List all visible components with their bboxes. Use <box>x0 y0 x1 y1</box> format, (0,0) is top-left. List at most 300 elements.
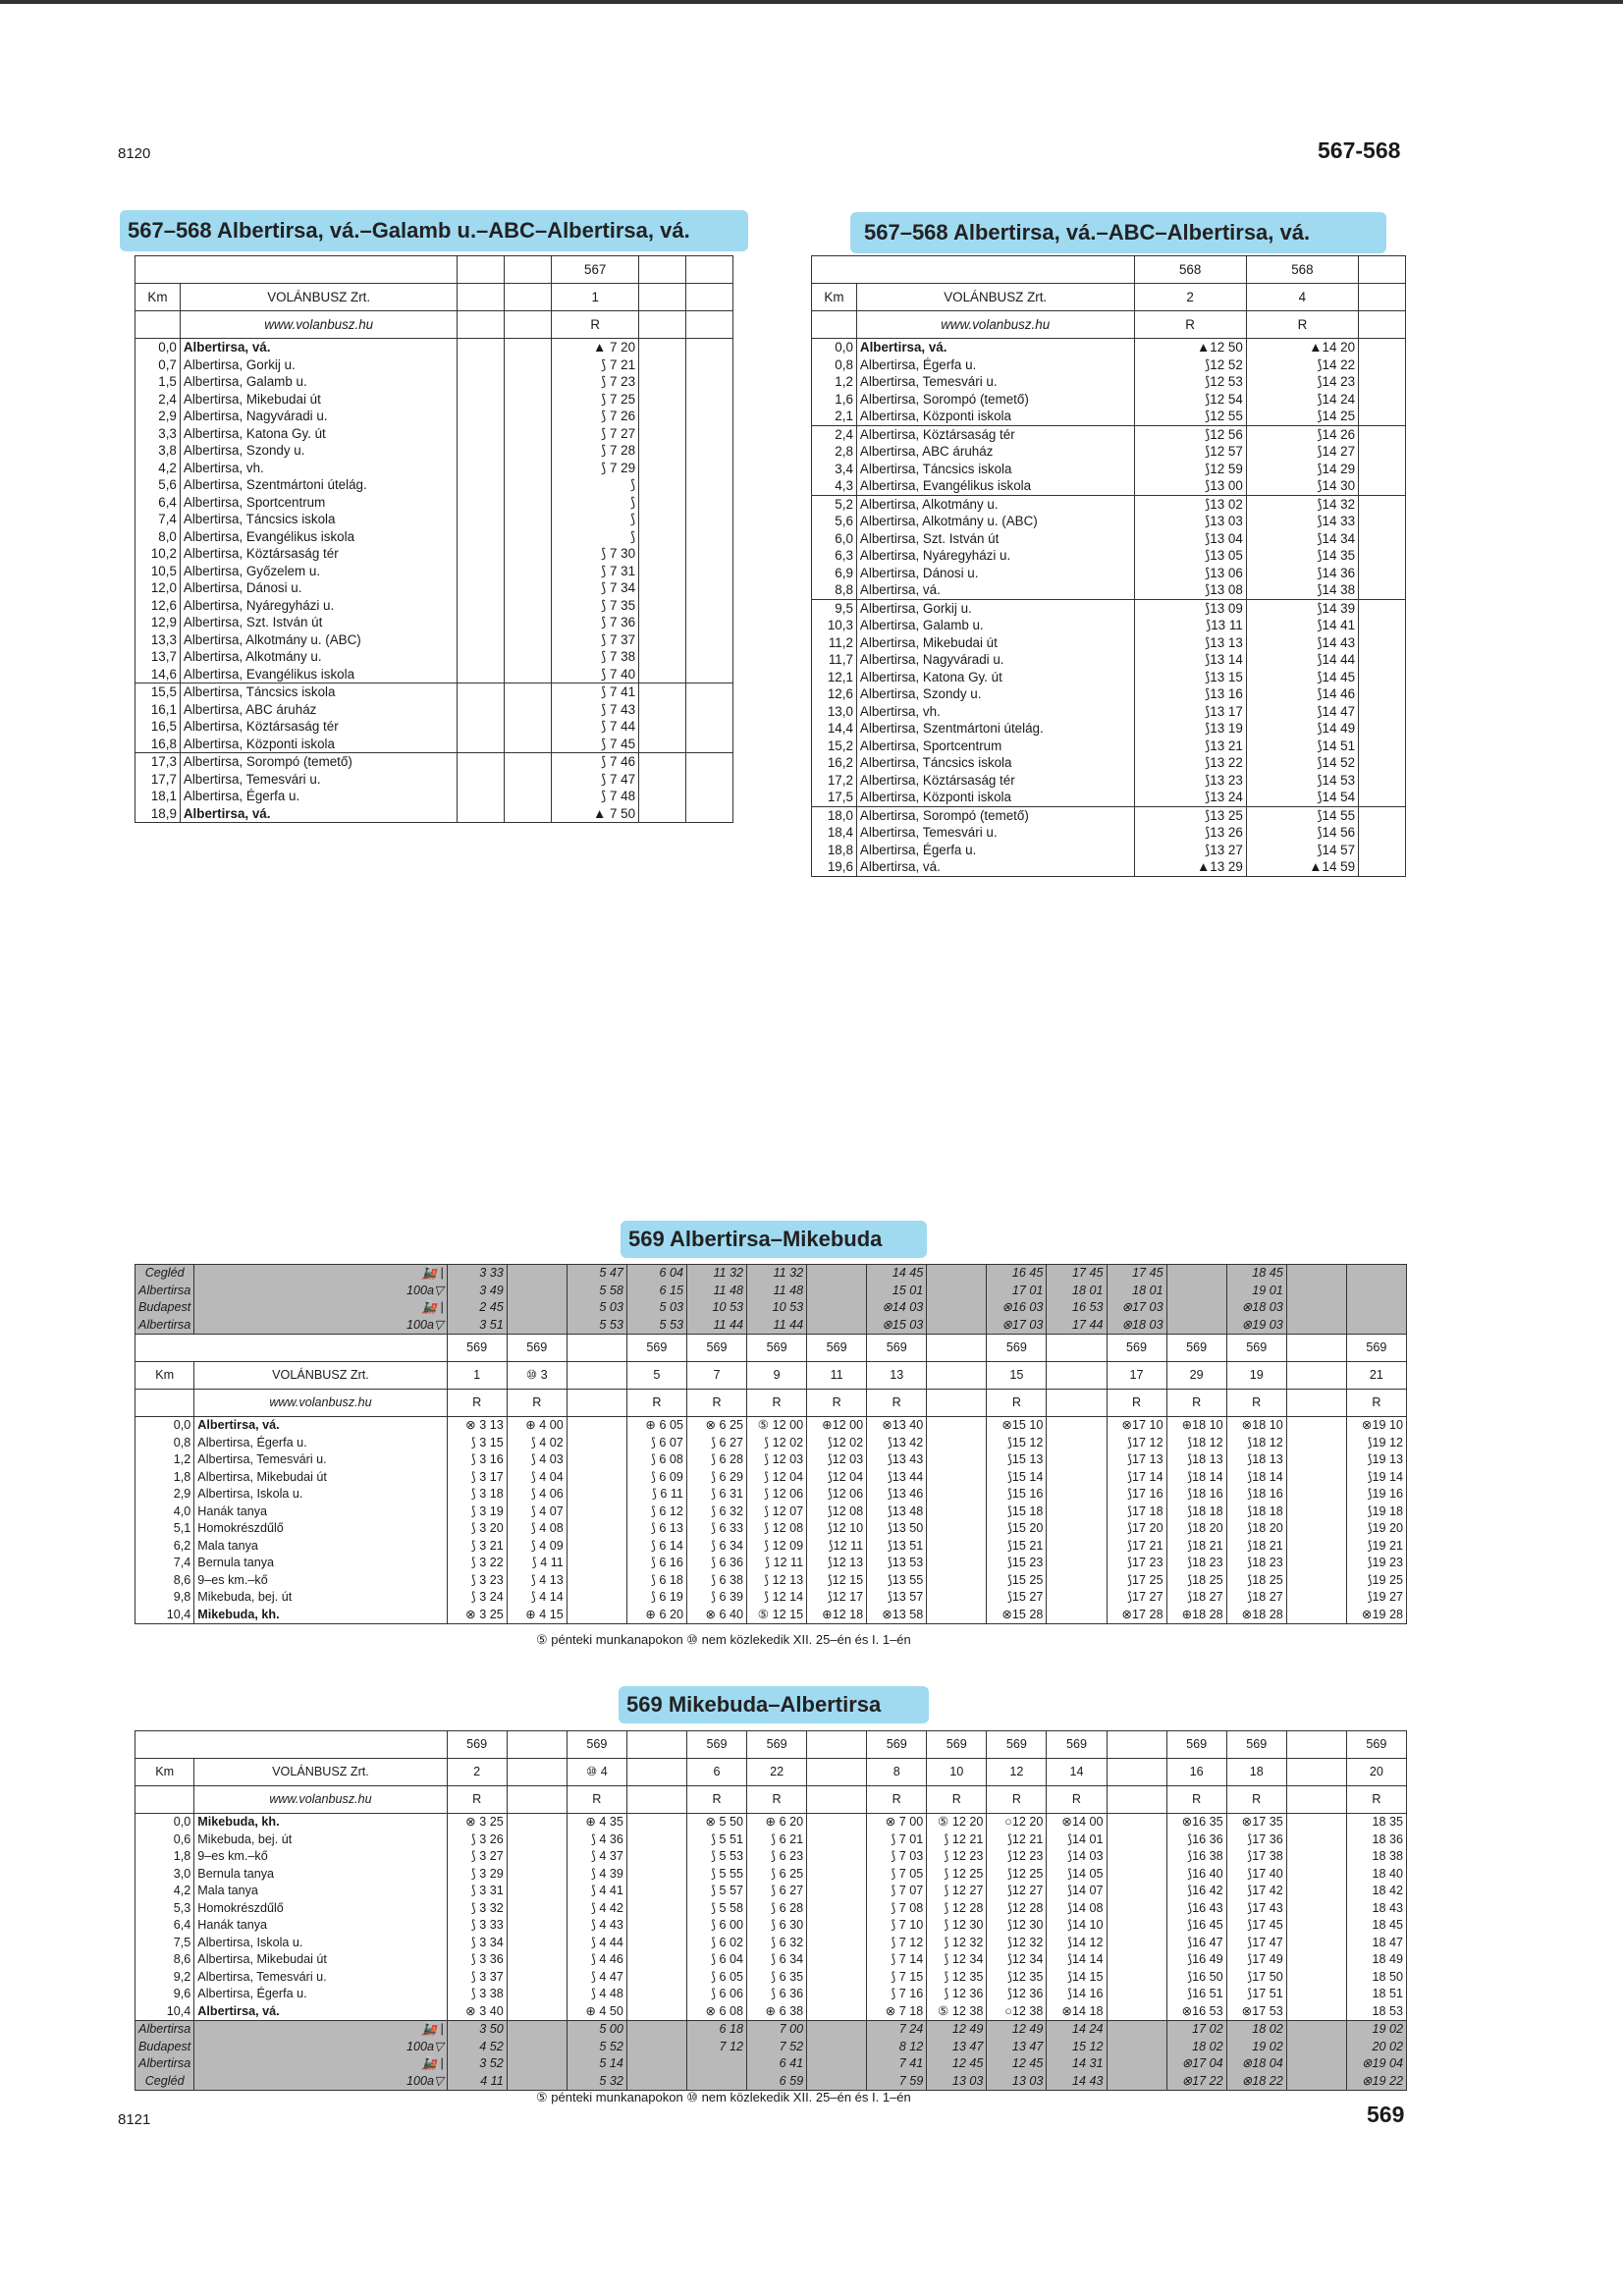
empty-cell <box>639 356 686 374</box>
empty-cell <box>505 771 552 789</box>
time-cell: ⊗15 10 <box>987 1417 1047 1435</box>
km-cell: 16,8 <box>135 736 181 753</box>
time-cell: ⟆ 6 19 <box>626 1589 686 1607</box>
time-cell: ⟆ 7 37 <box>552 631 639 649</box>
time-cell: ⟆13 42 <box>867 1435 927 1452</box>
time-cell: ⟆ 7 36 <box>552 614 639 631</box>
time-cell <box>807 1900 867 1918</box>
time-cell: ⟆19 27 <box>1346 1589 1406 1607</box>
time-cell: ⟆15 18 <box>987 1503 1047 1521</box>
time-cell: ⊗ 7 18 <box>867 2003 927 2021</box>
time-cell: ⟆14 36 <box>1246 565 1358 582</box>
table-row <box>812 806 1406 824</box>
connection-time <box>927 1317 987 1335</box>
time-cell: ⟆ 7 40 <box>552 666 639 683</box>
empty-cell <box>505 545 552 563</box>
km-cell: 3,3 <box>135 425 181 443</box>
km-cell: 1,8 <box>135 1469 194 1487</box>
stop-name: Albertirsa, Gorkij u. <box>180 356 458 374</box>
stop-name: Albertirsa, Táncsics iskola <box>180 511 458 528</box>
service-class: R <box>987 1786 1047 1814</box>
time-cell: ⟆17 13 <box>1107 1451 1166 1469</box>
connection-time: ⊗15 03 <box>867 1317 927 1335</box>
empty-cell <box>686 476 733 494</box>
time-cell: ⟆ 3 26 <box>447 1831 507 1849</box>
connection-time <box>807 1299 867 1317</box>
empty-cell <box>686 718 733 736</box>
time-cell: ▲12 50 <box>1134 339 1246 356</box>
table-row <box>135 391 733 409</box>
time-cell: ⊗17 53 <box>1226 2003 1286 2021</box>
connection-time: ⊗18 03 <box>1107 1317 1166 1335</box>
km-cell: 3,0 <box>135 1866 194 1884</box>
connection-time: 6 15 <box>626 1283 686 1300</box>
km-cell: 12,9 <box>135 614 181 631</box>
km-cell: 5,2 <box>812 495 857 513</box>
connection-time: 15 12 <box>1047 2039 1107 2056</box>
connection-time: 19 02 <box>1346 2021 1406 2039</box>
stop-name: Hanák tanya <box>194 1503 447 1521</box>
connection-time: 20 02 <box>1346 2039 1406 2056</box>
km-cell: 13,7 <box>135 648 181 666</box>
time-cell <box>1107 1883 1166 1900</box>
time-cell <box>507 1831 567 1849</box>
time-cell: ⟆ 12 36 <box>927 1986 987 2003</box>
connection-mark: 🚂 | <box>194 2055 447 2073</box>
time-cell: ⟆ 4 39 <box>567 1866 626 1884</box>
connection-time: 3 33 <box>447 1265 507 1283</box>
time-cell <box>1107 1951 1166 1969</box>
time-cell <box>807 1969 867 1987</box>
time-cell <box>927 1503 987 1521</box>
time-cell: ⟆13 13 <box>1134 634 1246 652</box>
time-cell: ⟆12 57 <box>1134 443 1246 461</box>
line-number <box>1286 1335 1346 1362</box>
connection-time <box>807 1265 867 1283</box>
time-cell: ⟆ 12 06 <box>747 1486 807 1503</box>
time-cell: ▲14 20 <box>1246 339 1358 356</box>
table-row <box>135 666 733 683</box>
title-569-out: 569 Albertirsa–Mikebuda <box>628 1227 883 1251</box>
table-row <box>135 408 733 425</box>
trip-number: 2 <box>447 1759 507 1786</box>
empty-cell <box>1359 720 1406 738</box>
stop-name: Albertirsa, Sorompó (temető) <box>856 806 1134 824</box>
time-cell: ⊕12 18 <box>807 1607 867 1624</box>
time-cell: ⟆12 36 <box>987 1986 1047 2003</box>
time-cell: ⟆12 08 <box>807 1503 867 1521</box>
time-cell: ⟆13 14 <box>1134 651 1246 669</box>
service-class: R <box>626 1390 686 1417</box>
table-row <box>135 1520 1407 1538</box>
time-cell: ⟆18 23 <box>1166 1555 1226 1572</box>
time-cell: ⟆12 28 <box>987 1900 1047 1918</box>
stop-name: Albertirsa, Köztársaság tér <box>180 545 458 563</box>
connection-row <box>135 1265 1407 1283</box>
km-cell: 2,1 <box>812 408 857 425</box>
table-row <box>135 1469 1407 1487</box>
time-cell: ⊗ 6 40 <box>686 1607 746 1624</box>
connection-row <box>135 1283 1407 1300</box>
km-cell: 9,6 <box>135 1986 194 2003</box>
time-cell: ⟆13 27 <box>1134 842 1246 859</box>
time-cell: ⊗ 3 25 <box>447 1814 507 1831</box>
line-number: 569 <box>747 1335 807 1362</box>
connection-time: 16 45 <box>987 1265 1047 1283</box>
trip-number <box>807 1759 867 1786</box>
trip-number <box>507 1759 567 1786</box>
time-cell <box>507 1866 567 1884</box>
time-cell: ⟆14 08 <box>1047 1900 1107 1918</box>
table-row <box>812 651 1406 669</box>
time-cell: ⟆ 5 57 <box>686 1883 746 1900</box>
time-cell <box>1047 1607 1107 1624</box>
stop-name: Mikebuda, kh. <box>194 1607 447 1624</box>
time-cell: ⟆14 45 <box>1246 669 1358 686</box>
time-cell: ⟆17 14 <box>1107 1469 1166 1487</box>
empty-cell <box>1359 738 1406 755</box>
table-row <box>135 1555 1407 1572</box>
connection-time: 18 45 <box>1226 1265 1286 1283</box>
empty-cell <box>686 545 733 563</box>
connection-time <box>507 1317 567 1335</box>
time-cell: ⟆ 4 43 <box>567 1917 626 1935</box>
time-cell: ⟆ 6 02 <box>686 1935 746 1952</box>
trip-number: 21 <box>1346 1362 1406 1390</box>
time-cell: ⟆17 21 <box>1107 1538 1166 1556</box>
km-header: Km <box>135 1759 194 1786</box>
connection-time: 16 53 <box>1047 1299 1107 1317</box>
time-cell <box>1286 1555 1346 1572</box>
empty-cell <box>458 425 505 443</box>
table-row <box>135 1935 1407 1952</box>
stop-name: Albertirsa, Szondy u. <box>856 685 1134 703</box>
time-cell <box>567 1435 626 1452</box>
time-cell: ⟆13 43 <box>867 1451 927 1469</box>
time-cell: ⟆18 18 <box>1226 1503 1286 1521</box>
connection-time: 14 45 <box>867 1265 927 1283</box>
time-cell <box>927 1607 987 1624</box>
time-cell <box>567 1538 626 1556</box>
time-cell: 18 35 <box>1346 1814 1406 1831</box>
page-code-bottom: 8121 <box>118 2111 151 2128</box>
connection-time <box>626 2021 686 2039</box>
time-cell: ⟆18 23 <box>1226 1555 1286 1572</box>
km-cell: 4,0 <box>135 1503 194 1521</box>
km-cell: 6,4 <box>135 1917 194 1935</box>
time-cell: ⟆ 12 08 <box>747 1520 807 1538</box>
table-row <box>812 373 1406 391</box>
km-cell: 6,0 <box>812 530 857 548</box>
timetable-569-return <box>135 1730 1407 2091</box>
operator-name: VOLÁNBUSZ Zrt. <box>180 284 458 311</box>
header-blank <box>135 1390 194 1417</box>
time-cell <box>1047 1589 1107 1607</box>
trip-number: 29 <box>1166 1362 1226 1390</box>
service-class: R <box>927 1786 987 1814</box>
empty-cell <box>639 736 686 753</box>
trip-number: 17 <box>1107 1362 1166 1390</box>
line-number <box>1107 1731 1166 1759</box>
time-cell: ⟆ 6 28 <box>747 1900 807 1918</box>
time-cell: ⟆17 45 <box>1226 1917 1286 1935</box>
table-row <box>812 477 1406 495</box>
stop-name: Albertirsa, Dánosi u. <box>180 579 458 597</box>
stop-name: Albertirsa, Temesvári u. <box>856 824 1134 842</box>
stop-name: Albertirsa, vá. <box>194 2003 447 2021</box>
time-cell: ⊕ 6 38 <box>747 2003 807 2021</box>
stop-name: Albertirsa, Szt. István út <box>856 530 1134 548</box>
line-number: 569 <box>867 1335 927 1362</box>
time-cell: ⟆14 32 <box>1246 495 1358 513</box>
time-cell: ⟆ 12 13 <box>747 1572 807 1590</box>
time-cell <box>807 2003 867 2021</box>
time-cell: ⟆17 23 <box>1107 1555 1166 1572</box>
table-row <box>135 545 733 563</box>
connection-row <box>135 1299 1407 1317</box>
line-number: 569 <box>1226 1731 1286 1759</box>
time-cell: ⑤ 12 00 <box>747 1417 807 1435</box>
table-row <box>135 442 733 460</box>
connection-time <box>807 2055 867 2073</box>
connection-time <box>1107 2073 1166 2091</box>
km-cell: 19,6 <box>812 858 857 876</box>
timetable-568 <box>811 255 1406 877</box>
time-cell: ⟆ 7 12 <box>867 1935 927 1952</box>
connection-row <box>135 2073 1407 2091</box>
time-cell: ⟆14 14 <box>1047 1951 1107 1969</box>
time-cell <box>1286 1900 1346 1918</box>
empty-cell <box>1359 789 1406 806</box>
empty-cell <box>505 476 552 494</box>
service-class: R <box>507 1390 567 1417</box>
table-row <box>135 356 733 374</box>
stop-name: Albertirsa, Katona Gy. út <box>856 669 1134 686</box>
service-class: R <box>686 1390 746 1417</box>
connection-time <box>1107 2039 1166 2056</box>
stop-name: Albertirsa, Nagyváradi u. <box>180 408 458 425</box>
time-cell: ⑤ 12 38 <box>927 2003 987 2021</box>
time-cell <box>927 1538 987 1556</box>
empty-cell <box>458 683 505 701</box>
stop-name: Albertirsa, Evangélikus iskola <box>856 477 1134 495</box>
stop-name: Albertirsa, Iskola u. <box>194 1935 447 1952</box>
stop-name: Albertirsa, vá. <box>856 858 1134 876</box>
time-cell: ⊗ 5 50 <box>686 1814 746 1831</box>
time-cell: ⟆ 12 30 <box>927 1917 987 1935</box>
time-cell <box>567 1589 626 1607</box>
connection-stop: Cegléd <box>135 2073 194 2091</box>
empty-cell <box>686 805 733 823</box>
time-cell: ⟆12 54 <box>1134 391 1246 409</box>
time-cell: 18 36 <box>1346 1831 1406 1849</box>
time-cell: ⟆14 27 <box>1246 443 1358 461</box>
empty-cell <box>505 460 552 477</box>
time-cell: ⟆ 12 35 <box>927 1969 987 1987</box>
line-number: 568 <box>1246 256 1358 284</box>
km-cell: 3,8 <box>135 442 181 460</box>
time-cell: ⟆16 47 <box>1166 1935 1226 1952</box>
service-class: R <box>747 1390 807 1417</box>
time-cell: ⟆17 50 <box>1226 1969 1286 1987</box>
time-cell: ⟆ 4 14 <box>507 1589 567 1607</box>
time-cell: ⟆12 03 <box>807 1451 867 1469</box>
connection-time: 4 11 <box>447 2073 507 2091</box>
km-cell: 11,2 <box>812 634 857 652</box>
time-cell <box>1286 1572 1346 1590</box>
stop-name: Albertirsa, Mikebudai út <box>180 391 458 409</box>
connection-time: 13 03 <box>987 2073 1047 2091</box>
time-cell: ⟆ 3 32 <box>447 1900 507 1918</box>
time-cell: ⟆ 3 23 <box>447 1572 507 1590</box>
time-cell: ⊗18 28 <box>1226 1607 1286 1624</box>
empty-cell <box>505 805 552 823</box>
km-cell: 10,5 <box>135 563 181 580</box>
service-class: R <box>552 311 639 339</box>
time-cell <box>1286 1520 1346 1538</box>
time-cell: ⟆ 6 21 <box>747 1831 807 1849</box>
empty-cell <box>686 666 733 683</box>
time-cell <box>1107 1969 1166 1987</box>
time-cell: ⟆ 3 34 <box>447 1935 507 1952</box>
time-cell: ▲13 29 <box>1134 858 1246 876</box>
table-row <box>812 738 1406 755</box>
connection-time <box>507 2021 567 2039</box>
time-cell: ⟆ <box>552 528 639 546</box>
time-cell <box>927 1435 987 1452</box>
time-cell: ⟆ 3 21 <box>447 1538 507 1556</box>
table-row <box>135 1538 1407 1556</box>
table-row <box>812 461 1406 478</box>
header-blank <box>135 1335 448 1362</box>
empty-cell <box>458 373 505 391</box>
header-row <box>135 1362 1407 1390</box>
table-row <box>135 1589 1407 1607</box>
table-row <box>135 1900 1407 1918</box>
table-row <box>135 1417 1407 1435</box>
time-cell <box>567 1486 626 1503</box>
time-cell: ⟆16 40 <box>1166 1866 1226 1884</box>
table-row <box>135 373 733 391</box>
header-row <box>135 1759 1407 1786</box>
km-cell: 10,4 <box>135 1607 194 1624</box>
time-cell: ⟆ 7 15 <box>867 1969 927 1987</box>
trip-number: 14 <box>1047 1759 1107 1786</box>
stop-name: Albertirsa, Nagyváradi u. <box>856 651 1134 669</box>
time-cell: ⟆13 48 <box>867 1503 927 1521</box>
connection-time: ⊗17 22 <box>1166 2073 1226 2091</box>
line-number: 569 <box>686 1731 746 1759</box>
time-cell: ⟆ 6 36 <box>747 1986 807 2003</box>
time-cell <box>1286 1417 1346 1435</box>
time-cell <box>626 2003 686 2021</box>
empty-cell <box>639 339 686 356</box>
time-cell: ⟆12 21 <box>987 1831 1047 1849</box>
time-cell: ⟆13 21 <box>1134 738 1246 755</box>
time-cell: ⟆13 05 <box>1134 547 1246 565</box>
time-cell <box>1286 1883 1346 1900</box>
empty-cell <box>639 701 686 719</box>
service-class: R <box>867 1786 927 1814</box>
time-cell: ⟆15 27 <box>987 1589 1047 1607</box>
line-number <box>807 1731 867 1759</box>
time-cell: ⟆16 50 <box>1166 1969 1226 1987</box>
time-cell: ⟆ 3 18 <box>447 1486 507 1503</box>
time-cell: ⟆ 7 46 <box>552 753 639 771</box>
time-cell: ⟆ <box>552 511 639 528</box>
table-row <box>135 1986 1407 2003</box>
time-cell: ⟆12 23 <box>987 1848 1047 1866</box>
time-cell: ⟆12 10 <box>807 1520 867 1538</box>
time-cell <box>1107 1814 1166 1831</box>
time-cell: ⟆15 20 <box>987 1520 1047 1538</box>
service-class <box>1047 1390 1107 1417</box>
empty-cell <box>1359 858 1406 876</box>
table-row <box>135 805 733 823</box>
time-cell <box>626 1986 686 2003</box>
time-cell: ⟆14 47 <box>1246 703 1358 721</box>
stop-name: Bernula tanya <box>194 1866 447 1884</box>
time-cell: ⟆ 3 31 <box>447 1883 507 1900</box>
time-cell: ⟆15 14 <box>987 1469 1047 1487</box>
empty-cell <box>1359 477 1406 495</box>
connection-time <box>507 2073 567 2091</box>
time-cell: ⟆ 5 58 <box>686 1900 746 1918</box>
empty-cell <box>639 494 686 512</box>
time-cell <box>1286 1486 1346 1503</box>
empty-cell <box>458 597 505 615</box>
connection-mark: 🚂 | <box>194 2021 447 2039</box>
time-cell <box>1107 1986 1166 2003</box>
line-number: 569 <box>1166 1335 1226 1362</box>
time-cell: ○12 20 <box>987 1814 1047 1831</box>
time-cell: ⟆13 19 <box>1134 720 1246 738</box>
table-row <box>812 443 1406 461</box>
connection-mark: 100a▽ <box>194 1283 447 1300</box>
table-row <box>812 842 1406 859</box>
time-cell: ⟆ 12 07 <box>747 1503 807 1521</box>
empty-cell <box>505 753 552 771</box>
time-cell: ⟆14 01 <box>1047 1831 1107 1849</box>
time-cell: ⟆ 6 04 <box>686 1951 746 1969</box>
time-cell: ⟆12 34 <box>987 1951 1047 1969</box>
connection-time: 6 04 <box>626 1265 686 1283</box>
connection-time <box>1166 1283 1226 1300</box>
table-row <box>135 511 733 528</box>
time-cell: ⟆12 30 <box>987 1917 1047 1935</box>
service-class <box>927 1390 987 1417</box>
time-cell <box>1286 1814 1346 1831</box>
empty-cell <box>1359 373 1406 391</box>
time-cell: ⟆14 29 <box>1246 461 1358 478</box>
time-cell: ⟆13 02 <box>1134 495 1246 513</box>
time-cell: ⟆ 6 11 <box>626 1486 686 1503</box>
line-number: 569 <box>507 1335 567 1362</box>
service-class: R <box>447 1786 507 1814</box>
time-cell: ⟆15 13 <box>987 1451 1047 1469</box>
empty-cell <box>686 511 733 528</box>
table-row <box>135 648 733 666</box>
time-cell: ⊕ 6 20 <box>626 1607 686 1624</box>
top-rule <box>0 0 1623 4</box>
time-cell: ⟆14 39 <box>1246 599 1358 617</box>
time-cell: ⟆17 12 <box>1107 1435 1166 1452</box>
time-cell <box>807 1831 867 1849</box>
empty-cell <box>686 683 733 701</box>
stop-name: Albertirsa, ABC áruház <box>180 701 458 719</box>
table-row <box>812 408 1406 425</box>
time-cell: ⟆12 32 <box>987 1935 1047 1952</box>
